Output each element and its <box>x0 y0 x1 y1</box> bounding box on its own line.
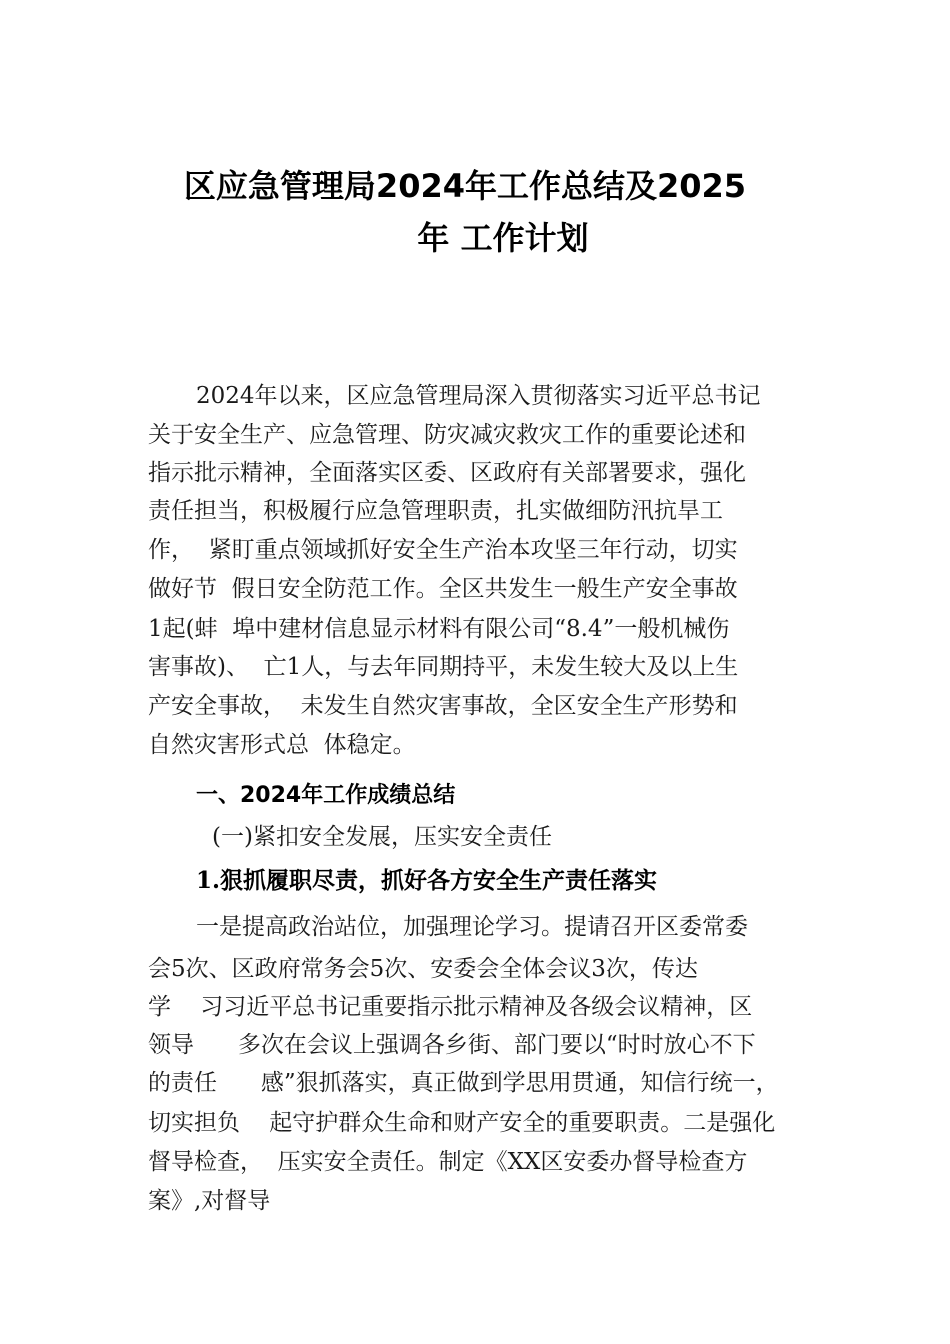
document-title-line-1: 区应急管理局2024年工作总结及2025 <box>183 167 747 205</box>
intro-line: 害事故)、 亡1人，与去年同期持平，未发生较大及以上生 <box>148 654 739 680</box>
body-line: 学 习习近平总书记重要指示批示精神及各级会议精神，区 <box>148 994 753 1020</box>
intro-line: 自然灾害形式总 体稳定。 <box>148 732 416 758</box>
intro-line: 作， 紧盯重点领域抓好安全生产治本攻坚三年行动，切实 <box>148 537 738 563</box>
intro-line: 2024年以来，区应急管理局深入贯彻落实习近平总书记 <box>196 383 761 409</box>
intro-line: 产安全事故， 未发生自然灾害事故，全区安全生产形势和 <box>148 693 738 719</box>
intro-line: 关于安全生产、应急管理、防灾减灾救灾工作的重要论述和 <box>148 422 746 448</box>
body-line: 领导 多次在会议上强调各乡街、部门要以“时时放心不下 <box>148 1032 756 1058</box>
intro-line: 1起(蚌 埠中建材信息显示材料有限公司“8.4”一般机械伤 <box>148 616 730 642</box>
body-line: 的责任 感”狠抓落实，真正做到学思用贯通，知信行统一， <box>148 1070 779 1096</box>
body-line: 案》,对督导 <box>148 1188 271 1214</box>
body-line: 切实担负 起守护群众生命和财产安全的重要职责。二是强化 <box>148 1110 776 1136</box>
section-heading: 一、2024年工作成绩总结 <box>196 783 456 808</box>
intro-line: 责任担当，积极履行应急管理职责，扎实做细防汛抗旱工 <box>148 498 723 524</box>
item-heading: 1.狠抓履职尽责，抓好各方安全生产责任落实 <box>196 867 658 894</box>
subsection-heading: (一)紧扣安全发展，压实安全责任 <box>212 824 552 850</box>
body-line: 会5次、区政府常务会5次、安委会全体会议3次，传达 <box>148 956 698 982</box>
intro-line: 指示批示精神，全面落实区委、区政府有关部署要求，强化 <box>148 460 746 486</box>
intro-line: 做好节 假日安全防范工作。全区共发生一般生产安全事故 <box>148 576 738 602</box>
body-line: 一是提高政治站位，加强理论学习。提请召开区委常委 <box>196 914 748 940</box>
body-line: 督导检查， 压实安全责任。制定《XX区安委办督导检查方 <box>148 1149 748 1175</box>
document-title-line-2: 年 工作计划 <box>417 219 589 257</box>
